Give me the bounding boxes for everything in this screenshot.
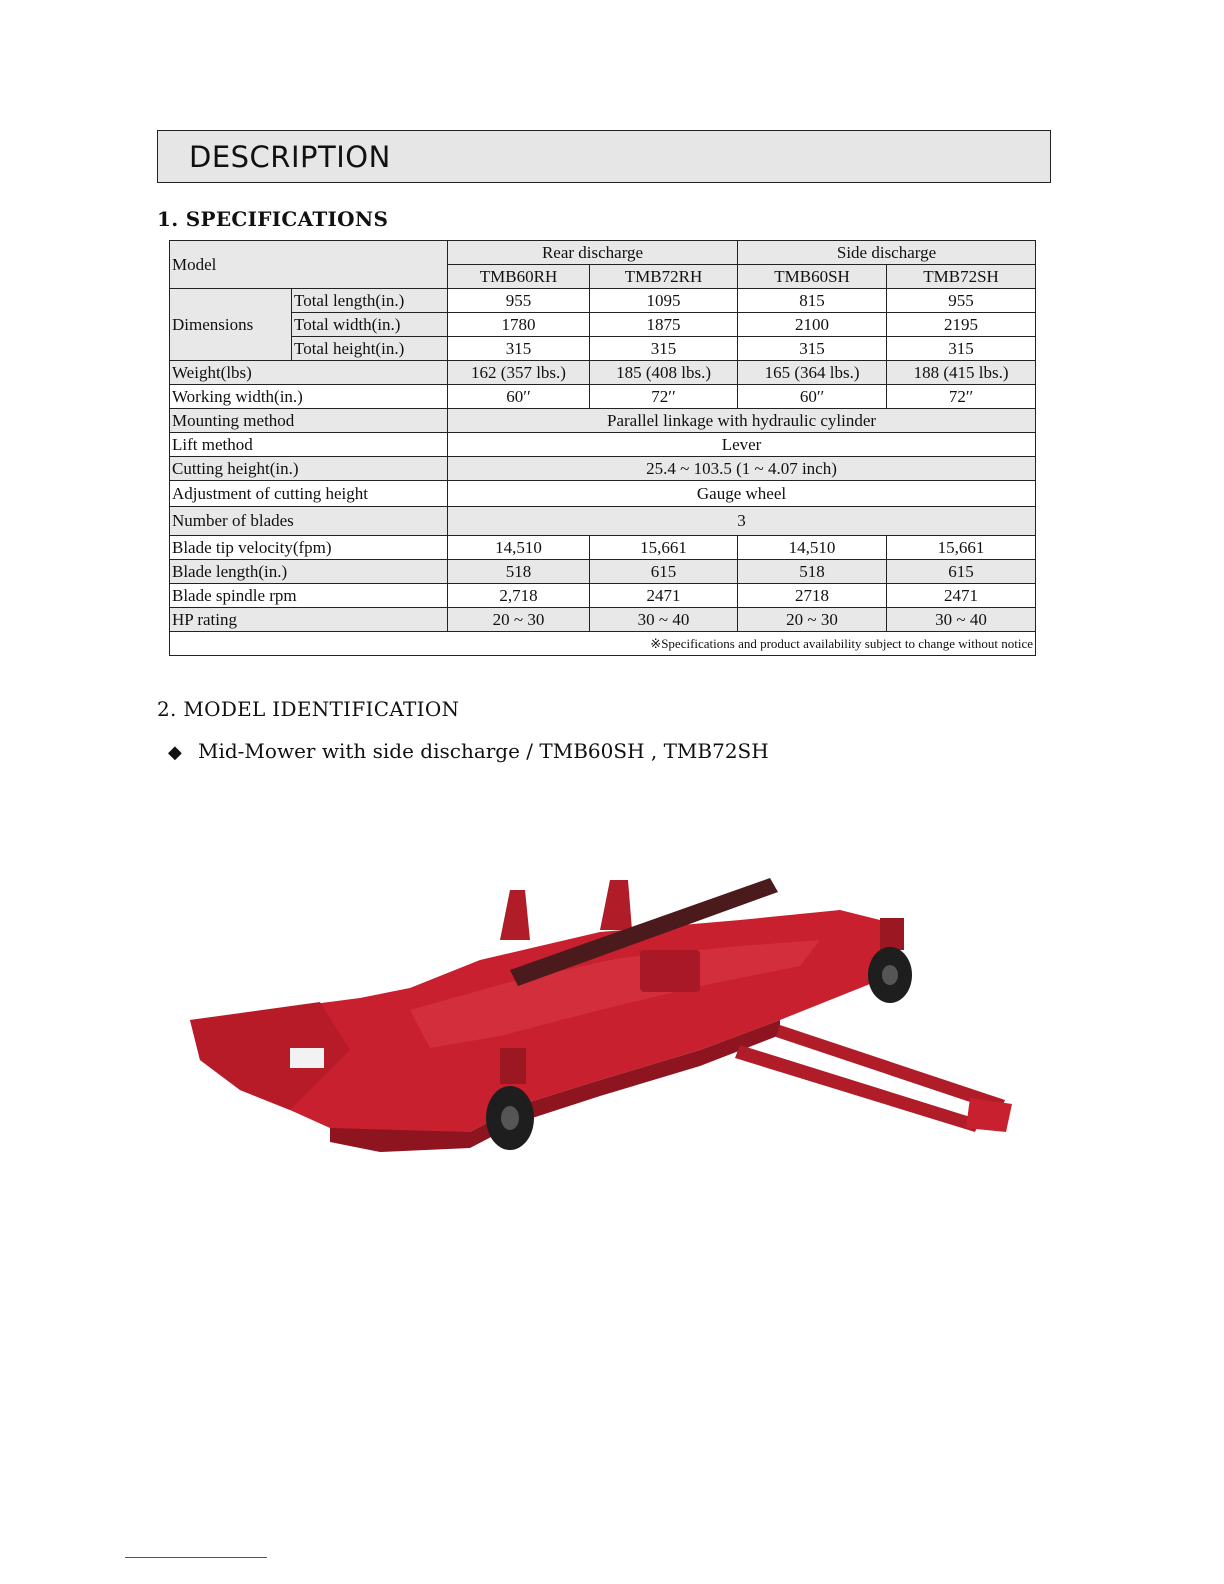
- cell: 315: [590, 337, 738, 361]
- table-row: [170, 584, 1036, 608]
- table-row: [170, 409, 1036, 433]
- cell: 2195: [887, 313, 1036, 337]
- table-row: [170, 433, 1036, 457]
- row-label: HP rating: [170, 608, 448, 632]
- table-row: [170, 457, 1036, 481]
- specifications-heading: 1. SPECIFICATIONS: [157, 207, 389, 231]
- cell: 3: [448, 507, 1036, 536]
- cell: 14,510: [448, 536, 590, 560]
- row-label: Number of blades: [170, 507, 448, 536]
- table-row: [170, 337, 1036, 361]
- row-label: Total length(in.): [292, 289, 448, 313]
- cell: 1780: [448, 313, 590, 337]
- table-row: [170, 361, 1036, 385]
- table-row: [170, 560, 1036, 584]
- diamond-bullet-icon: ◆: [168, 742, 182, 763]
- cell: Parallel linkage with hydraulic cylinder: [448, 409, 1036, 433]
- cell: 2,718: [448, 584, 590, 608]
- group-rear: Rear discharge: [448, 241, 738, 265]
- cell: 188 (415 lbs.): [887, 361, 1036, 385]
- table-row: [170, 385, 1036, 409]
- cell: 955: [887, 289, 1036, 313]
- model-name: TMB60SH: [738, 265, 887, 289]
- cell: 165 (364 lbs.): [738, 361, 887, 385]
- specifications-table: [169, 240, 1036, 656]
- model-name: TMB60RH: [448, 265, 590, 289]
- row-label: Cutting height(in.): [170, 457, 448, 481]
- cell: 162 (357 lbs.): [448, 361, 590, 385]
- cell: 2100: [738, 313, 887, 337]
- model-bullet: [168, 739, 769, 763]
- cell: 1095: [590, 289, 738, 313]
- table-row: [170, 289, 1036, 313]
- cell: 518: [448, 560, 590, 584]
- spec-note: ※Specifications and product availability subject to change without notice: [170, 632, 1036, 656]
- cell: 615: [887, 560, 1036, 584]
- table-row: [170, 536, 1036, 560]
- cell: 60′′: [448, 385, 590, 409]
- row-label: Weight(lbs): [170, 361, 448, 385]
- row-label: Adjustment of cutting height: [170, 481, 448, 507]
- table-row: [170, 313, 1036, 337]
- cell: 72′′: [590, 385, 738, 409]
- cell: 518: [738, 560, 887, 584]
- dimensions-label: Dimensions: [170, 289, 292, 361]
- cell: 2471: [887, 584, 1036, 608]
- cell: 315: [738, 337, 887, 361]
- mower-illustration: [190, 878, 1012, 1152]
- model-name: TMB72RH: [590, 265, 738, 289]
- banner-title: DESCRIPTION: [189, 140, 391, 174]
- cell: 30 ~ 40: [887, 608, 1036, 632]
- cell: 615: [590, 560, 738, 584]
- cell: 315: [887, 337, 1036, 361]
- cell: 15,661: [590, 536, 738, 560]
- cell: 815: [738, 289, 887, 313]
- cell: 14,510: [738, 536, 887, 560]
- mower-photo: [180, 870, 1020, 1170]
- cell: 2471: [590, 584, 738, 608]
- cell: 315: [448, 337, 590, 361]
- row-label: Blade tip velocity(fpm): [170, 536, 448, 560]
- row-label: Lift method: [170, 433, 448, 457]
- cell: 25.4 ~ 103.5 (1 ~ 4.07 inch): [448, 457, 1036, 481]
- table-row: [170, 241, 1036, 265]
- cell: 2718: [738, 584, 887, 608]
- cell: 1875: [590, 313, 738, 337]
- table-row: [170, 632, 1036, 656]
- cell: 955: [448, 289, 590, 313]
- cell: Lever: [448, 433, 1036, 457]
- group-side: Side discharge: [738, 241, 1036, 265]
- cell: 30 ~ 40: [590, 608, 738, 632]
- table-row: [170, 608, 1036, 632]
- row-label: Mounting method: [170, 409, 448, 433]
- cell: 185 (408 lbs.): [590, 361, 738, 385]
- row-label: Total width(in.): [292, 313, 448, 337]
- cell: 60′′: [738, 385, 887, 409]
- model-label: Model: [170, 241, 448, 289]
- cell: 20 ~ 30: [738, 608, 887, 632]
- table-row: [170, 481, 1036, 507]
- footnote-separator: [125, 1557, 267, 1558]
- model-identification-heading: 2. MODEL IDENTIFICATION: [157, 697, 460, 721]
- bullet-text: Mid-Mower with side discharge / TMB60SH , TMB72SH: [198, 739, 769, 763]
- row-label: Blade length(in.): [170, 560, 448, 584]
- row-label: Working width(in.): [170, 385, 448, 409]
- row-label: Total height(in.): [292, 337, 448, 361]
- cell: 72′′: [887, 385, 1036, 409]
- cell: 15,661: [887, 536, 1036, 560]
- cell: Gauge wheel: [448, 481, 1036, 507]
- cell: 20 ~ 30: [448, 608, 590, 632]
- table-row: [170, 507, 1036, 536]
- model-name: TMB72SH: [887, 265, 1036, 289]
- description-banner: [157, 130, 1051, 183]
- row-label: Blade spindle rpm: [170, 584, 448, 608]
